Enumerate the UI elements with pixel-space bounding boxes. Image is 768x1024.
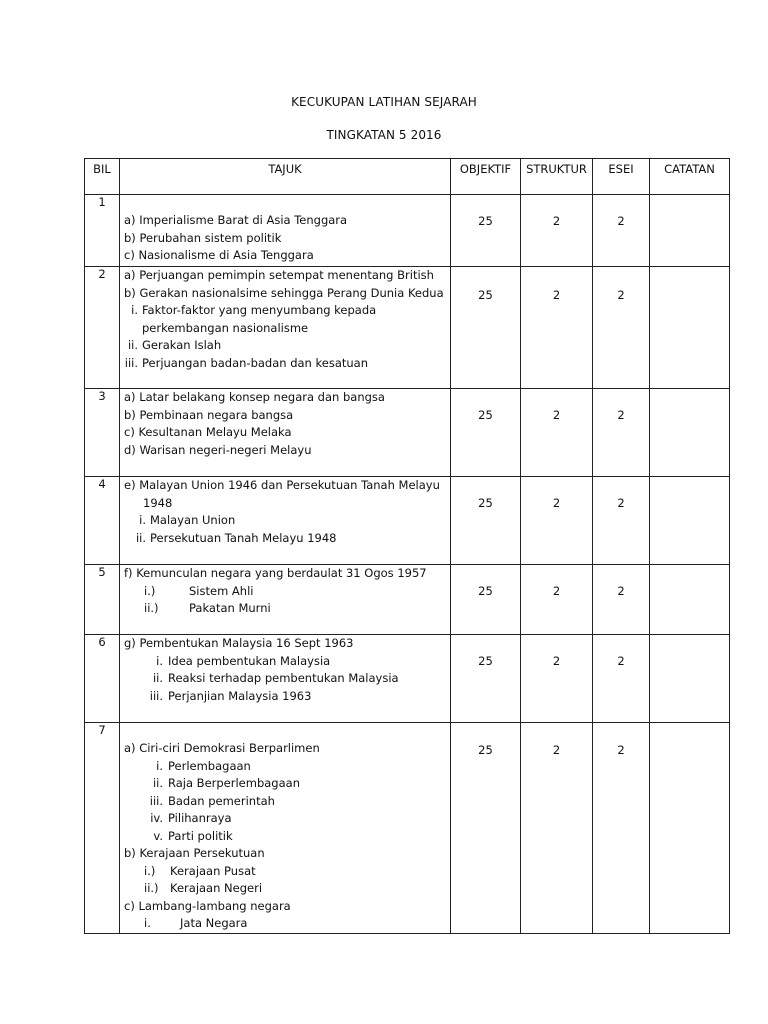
topic-subitem xyxy=(120,355,450,373)
esei-value: 2 xyxy=(593,723,650,934)
subitem-text: Reaksi terhadap pembentukan Malaysia xyxy=(168,671,399,685)
subitem-text: Sistem Ahli xyxy=(189,583,254,598)
row-number: 7 xyxy=(85,723,120,934)
struktur-value: 2 xyxy=(521,267,593,389)
topic-subitem xyxy=(120,828,450,846)
subitem-text: Kerajaan Pusat xyxy=(170,863,256,878)
subitem-numeral: ii. xyxy=(152,776,163,790)
esei-value: 2 xyxy=(593,635,650,723)
topic-subitem xyxy=(120,810,450,828)
header-catatan: CATATAN xyxy=(650,159,730,195)
topic-subitem xyxy=(120,337,450,355)
struktur-value: 2 xyxy=(521,635,593,723)
catatan-cell xyxy=(650,195,730,267)
topic-line: c) Nasionalisme di Asia Tenggara xyxy=(124,248,314,262)
subitem-text: Gerakan Islah xyxy=(142,338,222,352)
esei-value: 2 xyxy=(593,477,650,565)
topic-subitem xyxy=(120,793,450,811)
row-number: 6 xyxy=(85,635,120,723)
subitem-numeral: ii.) xyxy=(144,881,159,895)
topic-subitem xyxy=(120,688,450,706)
topic-line: f) Kemunculan negara yang berdaulat 31 Ogos 1957 xyxy=(124,566,427,580)
topic-subitem xyxy=(120,775,450,793)
subitem-text: Persekutuan Tanah Melayu 1948 xyxy=(150,530,337,545)
subitem-numeral: ii. xyxy=(127,338,138,352)
subitem-text: Faktor-faktor yang menyumbang kepada xyxy=(142,303,377,317)
topic-subitem xyxy=(120,670,450,688)
topic-line: c) Kesultanan Melayu Melaka xyxy=(124,425,292,439)
topic-cell xyxy=(120,723,451,934)
topic-line: b) Pembinaan negara bangsa xyxy=(124,407,294,422)
topic-subitem xyxy=(120,880,450,898)
esei-value: 2 xyxy=(593,195,650,267)
subitem-numeral: i. xyxy=(144,916,151,930)
objektif-value: 25 xyxy=(451,477,521,565)
row-number: 4 xyxy=(85,477,120,565)
esei-value: 2 xyxy=(593,267,650,389)
topic-subitem xyxy=(120,302,450,320)
table-row xyxy=(85,723,730,934)
catatan-cell xyxy=(650,477,730,565)
topic-subitem xyxy=(120,915,450,933)
topic-line: g) Pembentukan Malaysia 16 Sept 1963 xyxy=(124,636,354,650)
table-row xyxy=(85,267,730,389)
subitem-numeral: i.) xyxy=(144,863,156,878)
topic-line: b) Gerakan nasionalsime sehingga Perang Dunia Kedua xyxy=(124,285,444,300)
objektif-value: 25 xyxy=(451,635,521,723)
table-row xyxy=(85,565,730,635)
subitem-numeral: i. xyxy=(131,303,138,317)
subitem-text: Idea pembentukan Malaysia xyxy=(168,653,331,668)
topic-cell xyxy=(120,477,451,565)
topic-cell xyxy=(120,389,451,477)
objektif-value: 25 xyxy=(451,723,521,934)
subitem-numeral: iii. xyxy=(149,688,163,703)
table-header-row xyxy=(85,159,730,195)
header-objektif: OBJEKTIF xyxy=(451,159,521,195)
topic-line: a) Perjuangan pemimpin setempat menentang British xyxy=(124,268,434,282)
topic-line: b) Perubahan sistem politik xyxy=(124,230,282,245)
header-bil: BIL xyxy=(85,159,120,195)
topic-subitem xyxy=(120,530,450,548)
subitem-text: Malayan Union xyxy=(150,513,236,527)
topic-line: 1948 xyxy=(143,495,173,510)
row-number: 2 xyxy=(85,267,120,389)
subitem-text: Kerajaan Negeri xyxy=(170,881,263,895)
struktur-value: 2 xyxy=(521,565,593,635)
header-struktur: STRUKTUR xyxy=(521,159,593,195)
header-esei: ESEI xyxy=(593,159,650,195)
topic-line: d) Warisan negeri-negeri Melayu xyxy=(124,442,312,457)
table-row xyxy=(85,477,730,565)
header-tajuk: TAJUK xyxy=(120,159,451,195)
document-title: KECUKUPAN LATIHAN SEJARAH xyxy=(291,95,477,109)
objektif-value: 25 xyxy=(451,565,521,635)
subitem-text: Perjuangan badan-badan dan kesatuan xyxy=(142,355,368,370)
catatan-cell xyxy=(650,389,730,477)
esei-value: 2 xyxy=(593,565,650,635)
topic-subitem xyxy=(120,758,450,776)
table-row xyxy=(85,389,730,477)
subitem-text: Perlembagaan xyxy=(168,758,251,773)
subitem-text: Badan pemerintah xyxy=(168,793,275,808)
subitem-text: Raja Berperlembagaan xyxy=(168,776,300,790)
subitem-numeral: ii.) xyxy=(144,601,159,615)
catatan-cell xyxy=(650,565,730,635)
row-number: 5 xyxy=(85,565,120,635)
topic-subitem xyxy=(120,600,450,618)
topic-line: a) Latar belakang konsep negara dan bangsa xyxy=(124,390,385,404)
topic-subitem xyxy=(120,863,450,881)
subitem-numeral: i. xyxy=(139,513,146,527)
subitem-numeral: iii. xyxy=(149,793,163,808)
subitem-numeral: ii. xyxy=(135,530,146,545)
objektif-value: 25 xyxy=(451,389,521,477)
subitem-text: Pilihanraya xyxy=(168,811,232,825)
topic-line: a) Imperialisme Barat di Asia Tenggara xyxy=(124,213,348,227)
topic-cell xyxy=(120,195,451,267)
subitem-numeral: i.) xyxy=(144,583,156,598)
objektif-value: 25 xyxy=(451,267,521,389)
catatan-cell xyxy=(650,723,730,934)
subitem-text: Jata Negara xyxy=(180,916,248,930)
topic-subitem xyxy=(120,653,450,671)
topic-line: e) Malayan Union 1946 dan Persekutuan Tanah Melayu xyxy=(124,478,440,492)
topic-line: perkembangan nasionalisme xyxy=(142,320,309,335)
subitem-numeral: i. xyxy=(156,653,163,668)
table-row xyxy=(85,635,730,723)
topic-line: c) Lambang-lambang negara xyxy=(124,898,291,913)
subitem-text: Parti politik xyxy=(168,828,233,843)
topic-subitem xyxy=(120,512,450,530)
objektif-value: 25 xyxy=(451,195,521,267)
topics-table xyxy=(84,158,730,934)
subitem-text: Pakatan Murni xyxy=(189,601,271,615)
topic-cell xyxy=(120,565,451,635)
struktur-value: 2 xyxy=(521,389,593,477)
topic-line: a) Ciri-ciri Demokrasi Berparlimen xyxy=(124,741,320,755)
subitem-numeral: v. xyxy=(153,828,163,843)
subitem-numeral: ii. xyxy=(152,671,163,685)
struktur-value: 2 xyxy=(521,723,593,934)
document-subtitle: TINGKATAN 5 2016 xyxy=(326,128,442,142)
esei-value: 2 xyxy=(593,389,650,477)
subitem-text: Perjanjian Malaysia 1963 xyxy=(168,688,312,703)
subitem-numeral: iii. xyxy=(124,355,138,370)
subitem-numeral: iv. xyxy=(150,811,163,825)
struktur-value: 2 xyxy=(521,195,593,267)
table-row xyxy=(85,195,730,267)
topic-cell xyxy=(120,635,451,723)
topic-subitem xyxy=(120,583,450,601)
subitem-numeral: i. xyxy=(156,758,163,773)
topic-cell xyxy=(120,267,451,389)
topic-line: b) Kerajaan Persekutuan xyxy=(124,846,265,860)
row-number: 1 xyxy=(85,195,120,267)
catatan-cell xyxy=(650,267,730,389)
struktur-value: 2 xyxy=(521,477,593,565)
row-number: 3 xyxy=(85,389,120,477)
catatan-cell xyxy=(650,635,730,723)
